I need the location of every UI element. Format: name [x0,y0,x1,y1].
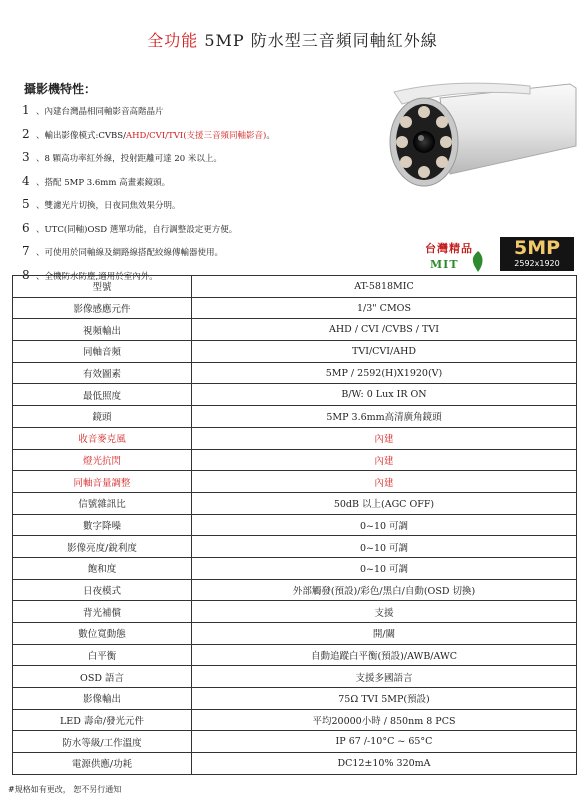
spec-value: TVI/CVI/AHD [192,341,577,363]
feature-item [22,241,382,265]
spec-label: 型號 [13,276,192,298]
spec-row [13,362,577,384]
feature-item [22,147,382,171]
spec-label: 日夜模式 [13,579,192,601]
spec-value: 內建 [192,471,577,493]
spec-label: 電源供應/功耗 [13,753,192,775]
feature-text: 、內建台灣晶相同軸影音高階晶片 [36,107,164,117]
spec-value: 0~10 可調 [192,536,577,558]
spec-label: OSD 語言 [13,666,192,688]
spec-row [13,536,577,558]
spec-label: 影像感應元件 [13,297,192,319]
resolution-badge-sub: 2592x1920 [514,259,560,268]
spec-row [13,666,577,688]
spec-label: 防水等級/工作溫度 [13,731,192,753]
spec-label: 最低照度 [13,384,192,406]
spec-row [13,276,577,298]
spec-label: 有效圖素 [13,362,192,384]
resolution-badge [500,237,574,271]
spec-value: 0~10 可調 [192,514,577,536]
feature-number: 6 [22,220,30,235]
spec-row [13,514,577,536]
spec-row [13,492,577,514]
feature-text: 、可使用於同軸線及網路線搭配絞線傳輸器使用。 [36,248,224,258]
spec-value: 支援多國語言 [192,666,577,688]
spec-value: 開/關 [192,623,577,645]
features-heading: 攝影機特性： [24,82,97,96]
taiwan-quality-badge: 台灣精品 [425,242,473,255]
spec-label: 白平衡 [13,644,192,666]
spec-row [13,644,577,666]
spec-value: 支援 [192,601,577,623]
spec-value: 75Ω TVI 5MP(預設) [192,688,577,710]
feature-number: 1 [22,103,30,117]
spec-label: 燈光抗閃 [13,449,192,471]
bullet-camera-image [380,78,580,198]
spec-value: 外部觸發(預設)/彩色/黑白/自動(OSD 切換) [192,579,577,601]
features-list [22,100,382,288]
spec-label: 鏡頭 [13,406,192,428]
spec-row [13,601,577,623]
feature-text-tail: 。 [266,130,275,141]
feature-number: 8 [22,267,30,282]
spec-value: 5MP 3.6mm高清廣角鏡頭 [192,406,577,428]
spec-label: 背光補償 [13,601,192,623]
feature-item [22,194,382,218]
spec-label: 影像輸出 [13,688,192,710]
feature-text: 、全機防水防塵,適用於室內外。 [36,271,158,282]
spec-row [13,319,577,341]
spec-label: 數字降噪 [13,514,192,536]
spec-value: 內建 [192,449,577,471]
feature-item [22,124,382,148]
spec-label: 收音麥克風 [13,427,192,449]
feature-item [22,218,382,242]
spec-row [13,297,577,319]
spec-row [13,688,577,710]
feature-number: 2 [22,126,30,141]
title-highlight: 全功能 [147,31,199,50]
spec-value: 自動追蹤白平衡(預設)/AWB/AWC [192,644,577,666]
feature-text: 、8 顆高功率紅外線，投射距離可達 20 米以上。 [36,154,222,164]
spec-label: 視頻輸出 [13,319,192,341]
spec-row [13,557,577,579]
spec-label: 數位寬動態 [13,623,192,645]
mit-badge: MIT [430,258,459,271]
spec-label: 飽和度 [13,557,192,579]
title-rest: 5MP 防水型三音頻同軸紅外線 [198,31,438,50]
spec-value: AHD / CVI /CVBS / TVI [192,319,577,341]
feature-text: 、UTC(同軸)OSD 選單功能，自行調整設定更方便。 [36,224,238,235]
spec-value: 內建 [192,427,577,449]
spec-row [13,406,577,428]
page-title [0,28,585,51]
spec-value: AT-5818MIC [192,276,577,298]
taiwan-leaf-icon [466,250,486,274]
resolution-badge-main: 5MP [513,237,561,259]
feature-item [22,171,382,195]
spec-value: IP 67 /-10°C ~ 65°C [192,731,577,753]
feature-text: 、搭配 5MP 3.6mm 高畫素鏡頭。 [36,177,171,188]
spec-label: 影像亮度/銳利度 [13,536,192,558]
feature-number: 7 [22,244,30,258]
spec-row [13,731,577,753]
spec-value: 0~10 可調 [192,557,577,579]
feature-number: 3 [22,150,30,164]
footnote: #規格如有更改， 恕不另行通知 [8,785,122,794]
spec-value: 平均20000小時 / 850nm 8 PCS [192,709,577,731]
spec-row [13,384,577,406]
spec-value: DC12±10% 320mA [192,753,577,775]
spec-row [13,579,577,601]
spec-label: LED 壽命/發光元件 [13,709,192,731]
spec-row-highlight [13,449,577,471]
feature-item [22,100,382,124]
spec-value: 5MP / 2592(H)X1920(V) [192,362,577,384]
spec-row [13,341,577,363]
spec-row-highlight [13,427,577,449]
feature-text: 、輸出影像模式:CVBS/ [36,130,126,141]
spec-table [12,275,577,775]
feature-number: 4 [22,173,30,188]
feature-text-highlight: AHD/CVI/TVI(支援三音頻同軸影音) [125,130,267,141]
spec-row-highlight [13,471,577,493]
spec-row [13,709,577,731]
spec-label: 同軸音量調整 [13,471,192,493]
spec-row [13,623,577,645]
spec-label: 信號雜訊比 [13,492,192,514]
spec-row [13,753,577,775]
spec-value: 50dB 以上(AGC OFF) [192,492,577,514]
spec-label: 同軸音頻 [13,341,192,363]
feature-number: 5 [22,197,30,211]
spec-value: B/W: 0 Lux IR ON [192,384,577,406]
feature-text: 、雙濾光片切換，日夜同焦效果分明。 [36,201,181,211]
spec-value: 1/3" CMOS [192,297,577,319]
